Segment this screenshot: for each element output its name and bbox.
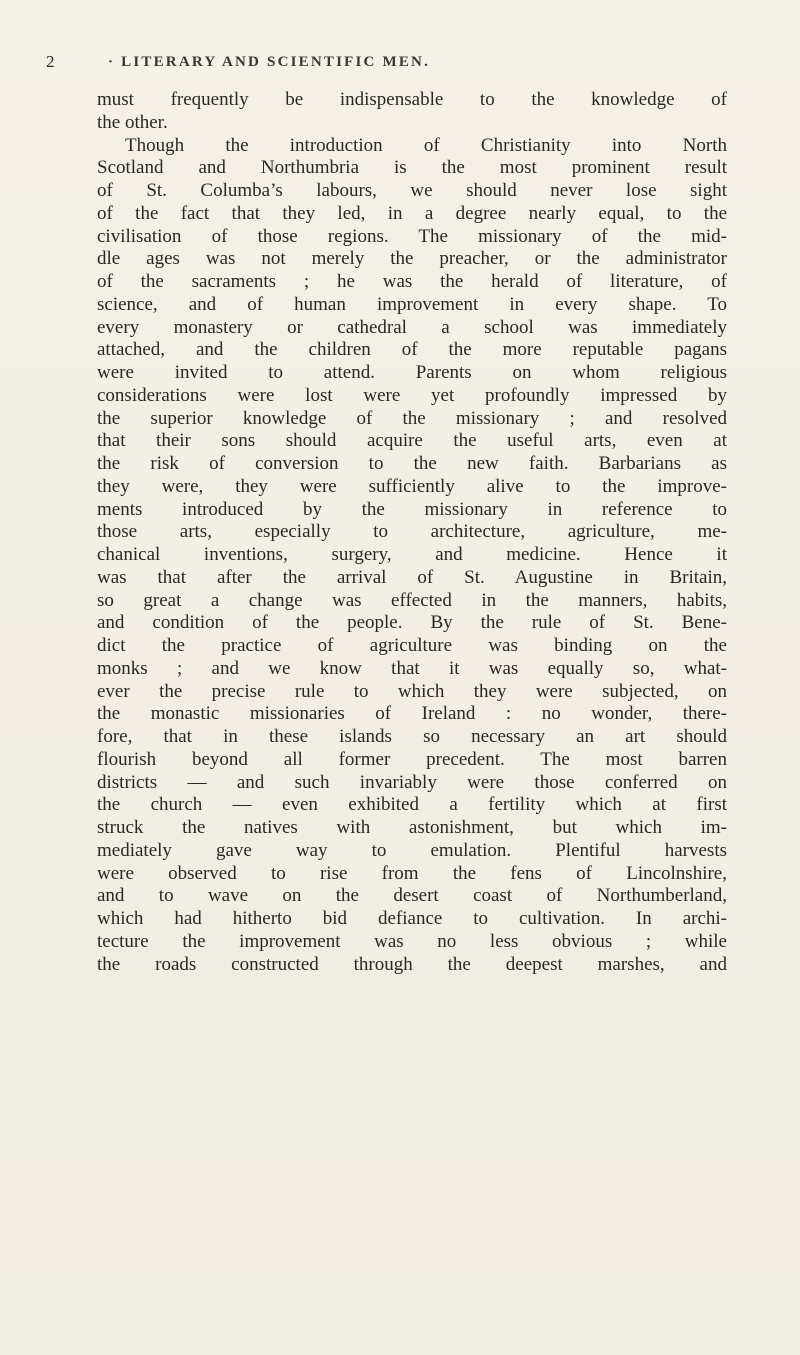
text-line: districts — and such invariably were those conferred on xyxy=(97,771,727,793)
text-line: the superior knowledge of the missionary ; and resolved xyxy=(97,407,727,429)
text-line: Though the introduction of Christianity into North xyxy=(125,134,727,156)
text-line: considerations were lost were yet profoundly impressed by xyxy=(97,384,727,406)
text-line: ever the precise rule to which they were subjected, on xyxy=(97,680,727,702)
text-line: flourish beyond all former precedent. The most barren xyxy=(97,748,727,770)
page-header xyxy=(46,52,760,76)
running-head: · LITERARY AND SCIENTIFIC MEN. xyxy=(108,54,431,70)
text-line: which had hitherto bid defiance to cultivation. In archi- xyxy=(97,908,727,929)
text-line: and condition of the people. By the rule of St. Bene- xyxy=(97,612,727,634)
text-line: must frequently be indispensable to the knowledge of xyxy=(97,89,727,110)
text-line: every monastery or cathedral a school was immediately xyxy=(97,316,727,338)
text-line: dict the practice of agriculture was binding on the xyxy=(97,635,727,656)
text-line: attached, and the children of the more reputable pagans xyxy=(97,339,727,361)
text-line: the other. xyxy=(97,111,168,133)
text-line: the roads constructed through the deepest marshes, and xyxy=(97,953,727,975)
text-line: the risk of conversion to the new faith. Barbarians as xyxy=(97,453,727,474)
text-line: so great a change was effected in the manners, habits, xyxy=(97,589,727,611)
text-line: dle ages was not merely the preacher, or the administrator xyxy=(97,248,727,270)
text-line: fore, that in these islands so necessary an art should xyxy=(97,726,727,747)
text-line: monks ; and we know that it was equally so, what- xyxy=(97,657,727,679)
text-line: mediately gave way to emulation. Plentiful harvests xyxy=(97,839,727,861)
text-line: were observed to rise from the fens of Lincolnshire, xyxy=(97,862,727,884)
text-line: of St. Columba’s labours, we should never lose sight xyxy=(97,180,727,201)
text-line: of the fact that they led, in a degree nearly equal, to the xyxy=(97,202,727,224)
text-line: chanical inventions, surgery, and medicine. Hence it xyxy=(97,544,727,565)
text-line: science, and of human improvement in every shape. To xyxy=(97,293,727,315)
body-text xyxy=(97,89,727,976)
text-line: tecture the improvement was no less obvious ; while xyxy=(97,930,727,952)
text-line: that their sons should acquire the useful arts, even at xyxy=(97,430,727,452)
text-line: civilisation of those regions. The missionary of the mid- xyxy=(97,225,727,247)
text-line: those arts, especially to architecture, agriculture, me- xyxy=(97,521,727,543)
text-line: of the sacraments ; he was the herald of literature, of xyxy=(97,271,727,292)
text-line: Scotland and Northumbria is the most prominent result xyxy=(97,157,727,179)
text-line: were invited to attend. Parents on whom religious xyxy=(97,362,727,383)
text-line: the monastic missionaries of Ireland : no wonder, there- xyxy=(97,703,727,725)
text-line: struck the natives with astonishment, but which im- xyxy=(97,817,727,838)
text-line: ments introduced by the missionary in reference to xyxy=(97,498,727,520)
text-line: they were, they were sufficiently alive to the improve- xyxy=(97,475,727,497)
text-line: the church — even exhibited a fertility which at first xyxy=(97,794,727,816)
text-line: was that after the arrival of St. Augustine in Britain, xyxy=(97,566,727,588)
page-number: 2 xyxy=(46,52,55,71)
text-line: and to wave on the desert coast of Northumberland, xyxy=(97,885,727,907)
